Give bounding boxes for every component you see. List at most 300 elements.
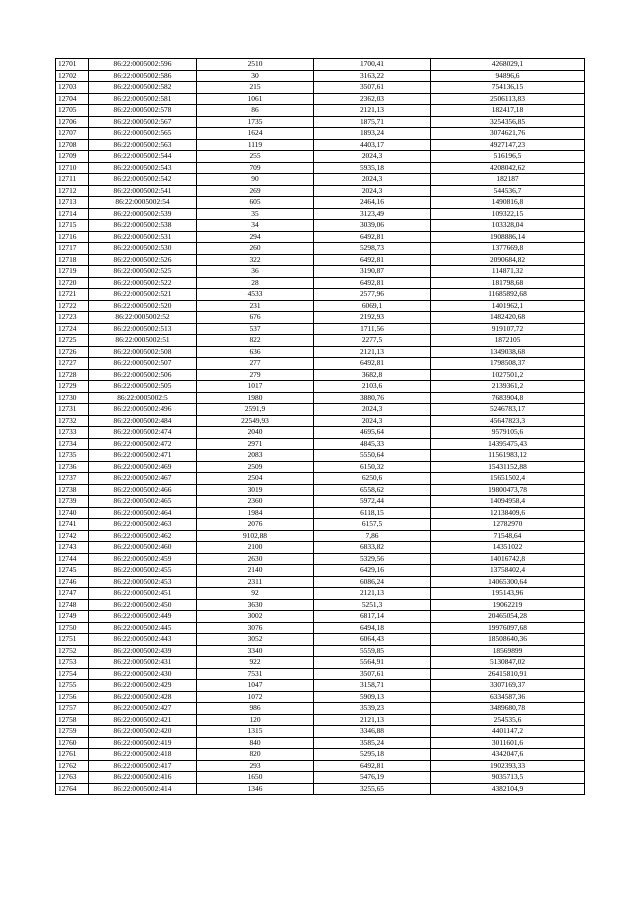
row-number-cell: 12708 [56,139,89,151]
row-number-cell: 12734 [56,438,89,450]
cadastral-value-cell: 14351022 [431,542,585,554]
table-row [56,220,585,232]
cadastral-value-cell: 4268029,1 [431,59,585,71]
cadastral-value-cell: 11685892,68 [431,289,585,301]
unit-value-cell: 6064,43 [314,634,431,646]
unit-value-cell: 6492,81 [314,760,431,772]
area-cell: 2591,9 [197,404,314,416]
cadastral-number-cell: 86:22:0005002:466 [89,484,197,496]
row-number-cell: 12751 [56,634,89,646]
unit-value-cell: 3585,24 [314,737,431,749]
row-number-cell: 12730 [56,392,89,404]
area-cell: 1017 [197,381,314,393]
cadastral-value-cell: 1908886,14 [431,231,585,243]
unit-value-cell: 5476,19 [314,772,431,784]
cadastral-value-cell: 1490816,8 [431,197,585,209]
cadastral-value-cell: 94896,6 [431,70,585,82]
row-number-cell: 12737 [56,473,89,485]
cadastral-number-cell: 86:22:0005002:508 [89,346,197,358]
cadastral-number-cell: 86:22:0005002:520 [89,300,197,312]
cadastral-value-cell: 26415810,91 [431,668,585,680]
unit-value-cell: 2024,3 [314,404,431,416]
table-row [56,599,585,611]
area-cell: 922 [197,657,314,669]
row-number-cell: 12731 [56,404,89,416]
cadastral-value-cell: 19976097,68 [431,622,585,634]
table-row [56,128,585,140]
row-number-cell: 12707 [56,128,89,140]
cadastral-number-cell: 86:22:0005002:474 [89,427,197,439]
unit-value-cell: 6494,18 [314,622,431,634]
table-row [56,369,585,381]
row-number-cell: 12728 [56,369,89,381]
cadastral-number-cell: 86:22:0005002:449 [89,611,197,623]
cadastral-value-cell: 4208042,62 [431,162,585,174]
row-number-cell: 12740 [56,507,89,519]
cadastral-value-cell: 12782970 [431,519,585,531]
table-row [56,300,585,312]
table-row [56,70,585,82]
unit-value-cell: 6492,81 [314,358,431,370]
table-row [56,496,585,508]
unit-value-cell: 2192,93 [314,312,431,324]
cadastral-value-cell: 18569899 [431,645,585,657]
table-row [56,197,585,209]
table-row [56,622,585,634]
row-number-cell: 12750 [56,622,89,634]
cadastral-value-cell: 181798,68 [431,277,585,289]
area-cell: 3630 [197,599,314,611]
cadastral-value-cell: 109322,15 [431,208,585,220]
unit-value-cell: 4695,64 [314,427,431,439]
row-number-cell: 12705 [56,105,89,117]
row-number-cell: 12724 [56,323,89,335]
cadastral-value-cell: 516196,5 [431,151,585,163]
table-row [56,611,585,623]
row-number-cell: 12720 [56,277,89,289]
table-row [56,116,585,128]
unit-value-cell: 3539,23 [314,703,431,715]
unit-value-cell: 6150,32 [314,461,431,473]
cadastral-number-cell: 86:22:0005002:420 [89,726,197,738]
unit-value-cell: 6069,1 [314,300,431,312]
unit-value-cell: 5329,56 [314,553,431,565]
table-row [56,174,585,186]
table-row [56,335,585,347]
row-number-cell: 12715 [56,220,89,232]
area-cell: 3076 [197,622,314,634]
area-cell: 2630 [197,553,314,565]
row-number-cell: 12736 [56,461,89,473]
cadastral-value-table [55,58,585,795]
unit-value-cell: 3255,65 [314,783,431,795]
cadastral-number-cell: 86:22:0005002:465 [89,496,197,508]
unit-value-cell: 1875,71 [314,116,431,128]
cadastral-value-cell: 3011601,6 [431,737,585,749]
unit-value-cell: 5251,3 [314,599,431,611]
cadastral-value-cell: 1349038,68 [431,346,585,358]
area-cell: 3052 [197,634,314,646]
cadastral-value-cell: 3254356,85 [431,116,585,128]
cadastral-value-cell: 1401962,1 [431,300,585,312]
table-row [56,657,585,669]
cadastral-value-cell: 103328,04 [431,220,585,232]
row-number-cell: 12733 [56,427,89,439]
area-cell: 2971 [197,438,314,450]
area-cell: 260 [197,243,314,255]
cadastral-value-cell: 14065300,64 [431,576,585,588]
table-row [56,565,585,577]
cadastral-number-cell: 86:22:0005002:496 [89,404,197,416]
cadastral-value-cell: 20465054,28 [431,611,585,623]
area-cell: 1650 [197,772,314,784]
cadastral-value-cell: 1377669,8 [431,243,585,255]
row-number-cell: 12756 [56,691,89,703]
unit-value-cell: 6118,15 [314,507,431,519]
area-cell: 269 [197,185,314,197]
area-cell: 3340 [197,645,314,657]
cadastral-value-cell: 45647823,3 [431,415,585,427]
cadastral-number-cell: 86:22:0005002:563 [89,139,197,151]
cadastral-value-cell: 14395475,43 [431,438,585,450]
unit-value-cell: 5564,91 [314,657,431,669]
cadastral-value-cell: 754136,15 [431,82,585,94]
table-row [56,323,585,335]
area-cell: 2510 [197,59,314,71]
table-body [56,59,585,795]
cadastral-value-cell: 2090684,82 [431,254,585,266]
row-number-cell: 12716 [56,231,89,243]
cadastral-number-cell: 86:22:0005002:505 [89,381,197,393]
unit-value-cell: 3039,06 [314,220,431,232]
cadastral-value-cell: 182187 [431,174,585,186]
row-number-cell: 12704 [56,93,89,105]
cadastral-number-cell: 86:22:0005002:507 [89,358,197,370]
area-cell: 3019 [197,484,314,496]
table-row [56,576,585,588]
area-cell: 1061 [197,93,314,105]
cadastral-value-cell: 4342047,6 [431,749,585,761]
cadastral-value-cell: 4401147,2 [431,726,585,738]
cadastral-number-cell: 86:22:0005002:582 [89,82,197,94]
area-cell: 36 [197,266,314,278]
table-row [56,553,585,565]
table-row [56,772,585,784]
table-row [56,312,585,324]
cadastral-number-cell: 86:22:0005002:565 [89,128,197,140]
row-number-cell: 12722 [56,300,89,312]
cadastral-number-cell: 86:22:0005002:596 [89,59,197,71]
row-number-cell: 12741 [56,519,89,531]
area-cell: 277 [197,358,314,370]
table-row [56,243,585,255]
table-row [56,254,585,266]
table-row [56,749,585,761]
cadastral-number-cell: 86:22:0005002:443 [89,634,197,646]
area-cell: 676 [197,312,314,324]
row-number-cell: 12719 [56,266,89,278]
table-row [56,507,585,519]
area-cell: 2504 [197,473,314,485]
area-cell: 2083 [197,450,314,462]
table-row [56,461,585,473]
area-cell: 1735 [197,116,314,128]
area-cell: 35 [197,208,314,220]
cadastral-value-cell: 19800473,78 [431,484,585,496]
cadastral-value-cell: 71548,64 [431,530,585,542]
unit-value-cell: 3507,61 [314,668,431,680]
table-row [56,668,585,680]
unit-value-cell: 6817,14 [314,611,431,623]
cadastral-number-cell: 86:22:0005002:54 [89,197,197,209]
row-number-cell: 12727 [56,358,89,370]
area-cell: 537 [197,323,314,335]
unit-value-cell: 2121,13 [314,588,431,600]
unit-value-cell: 2103,6 [314,381,431,393]
unit-value-cell: 3507,61 [314,82,431,94]
cadastral-value-cell: 1798508,37 [431,358,585,370]
row-number-cell: 12711 [56,174,89,186]
cadastral-number-cell: 86:22:0005002:414 [89,783,197,795]
area-cell: 636 [197,346,314,358]
cadastral-number-cell: 86:22:0005002:460 [89,542,197,554]
cadastral-number-cell: 86:22:0005002:539 [89,208,197,220]
cadastral-number-cell: 86:22:0005002:469 [89,461,197,473]
table-row [56,588,585,600]
area-cell: 822 [197,335,314,347]
table-row [56,415,585,427]
table-row [56,392,585,404]
row-number-cell: 12712 [56,185,89,197]
unit-value-cell: 2121,13 [314,105,431,117]
cadastral-value-cell: 4382104,9 [431,783,585,795]
row-number-cell: 12748 [56,599,89,611]
cadastral-number-cell: 86:22:0005002:51 [89,335,197,347]
unit-value-cell: 1711,56 [314,323,431,335]
area-cell: 2076 [197,519,314,531]
cadastral-value-cell: 14016742,8 [431,553,585,565]
cadastral-number-cell: 86:22:0005002:431 [89,657,197,669]
cadastral-value-cell: 1027501,2 [431,369,585,381]
table-row [56,519,585,531]
row-number-cell: 12755 [56,680,89,692]
cadastral-number-cell: 86:22:0005002:428 [89,691,197,703]
area-cell: 3002 [197,611,314,623]
row-number-cell: 12703 [56,82,89,94]
row-number-cell: 12735 [56,450,89,462]
cadastral-number-cell: 86:22:0005002:439 [89,645,197,657]
unit-value-cell: 5298,73 [314,243,431,255]
unit-value-cell: 2121,13 [314,346,431,358]
row-number-cell: 12738 [56,484,89,496]
cadastral-number-cell: 86:22:0005002:455 [89,565,197,577]
cadastral-number-cell: 86:22:0005002:418 [89,749,197,761]
unit-value-cell: 2024,3 [314,174,431,186]
row-number-cell: 12717 [56,243,89,255]
area-cell: 294 [197,231,314,243]
area-cell: 820 [197,749,314,761]
cadastral-value-cell: 1902393,33 [431,760,585,772]
cadastral-value-cell: 18508640,36 [431,634,585,646]
cadastral-number-cell: 86:22:0005002:467 [89,473,197,485]
row-number-cell: 12714 [56,208,89,220]
row-number-cell: 12706 [56,116,89,128]
row-number-cell: 12757 [56,703,89,715]
cadastral-number-cell: 86:22:0005002:451 [89,588,197,600]
cadastral-number-cell: 86:22:0005002:450 [89,599,197,611]
cadastral-number-cell: 86:22:0005002:416 [89,772,197,784]
row-number-cell: 12709 [56,151,89,163]
area-cell: 2509 [197,461,314,473]
cadastral-value-cell: 12138409,6 [431,507,585,519]
unit-value-cell: 2362,03 [314,93,431,105]
unit-value-cell: 5909,13 [314,691,431,703]
cadastral-number-cell: 86:22:0005002:430 [89,668,197,680]
row-number-cell: 12754 [56,668,89,680]
table-row [56,634,585,646]
row-number-cell: 12710 [56,162,89,174]
cadastral-number-cell: 86:22:0005002:464 [89,507,197,519]
cadastral-number-cell: 86:22:0005002:530 [89,243,197,255]
cadastral-value-cell: 919107,72 [431,323,585,335]
unit-value-cell: 6250,6 [314,473,431,485]
area-cell: 255 [197,151,314,163]
unit-value-cell: 2024,3 [314,415,431,427]
area-cell: 2140 [197,565,314,577]
unit-value-cell: 4403,17 [314,139,431,151]
cadastral-number-cell: 86:22:0005002:462 [89,530,197,542]
table-row [56,105,585,117]
table-row [56,783,585,795]
unit-value-cell: 2121,13 [314,714,431,726]
cadastral-number-cell: 86:22:0005002:417 [89,760,197,772]
cadastral-number-cell: 86:22:0005002:544 [89,151,197,163]
table-row [56,450,585,462]
area-cell: 1624 [197,128,314,140]
cadastral-value-cell: 4927147,23 [431,139,585,151]
cadastral-value-cell: 9579105,6 [431,427,585,439]
cadastral-number-cell: 86:22:0005002:567 [89,116,197,128]
area-cell: 92 [197,588,314,600]
cadastral-value-cell: 1482420,68 [431,312,585,324]
unit-value-cell: 2577,96 [314,289,431,301]
unit-value-cell: 6492,81 [314,231,431,243]
row-number-cell: 12743 [56,542,89,554]
cadastral-number-cell: 86:22:0005002:419 [89,737,197,749]
cadastral-value-cell: 2506113,83 [431,93,585,105]
unit-value-cell: 5550,64 [314,450,431,462]
cadastral-value-cell: 3074621,76 [431,128,585,140]
cadastral-number-cell: 86:22:0005002:521 [89,289,197,301]
cadastral-value-cell: 15431152,88 [431,461,585,473]
cadastral-value-cell: 3489680,78 [431,703,585,715]
unit-value-cell: 6086,24 [314,576,431,588]
cadastral-value-cell: 6334587,36 [431,691,585,703]
cadastral-number-cell: 86:22:0005002:459 [89,553,197,565]
cadastral-value-cell: 114871,32 [431,266,585,278]
cadastral-number-cell: 86:22:0005002:541 [89,185,197,197]
table-row [56,737,585,749]
table-row [56,542,585,554]
unit-value-cell: 2024,3 [314,151,431,163]
table-row [56,645,585,657]
area-cell: 28 [197,277,314,289]
unit-value-cell: 3346,88 [314,726,431,738]
row-number-cell: 12763 [56,772,89,784]
cadastral-value-cell: 19062219 [431,599,585,611]
table-row [56,185,585,197]
unit-value-cell: 3123,49 [314,208,431,220]
unit-value-cell: 2277,5 [314,335,431,347]
row-number-cell: 12747 [56,588,89,600]
row-number-cell: 12760 [56,737,89,749]
area-cell: 90 [197,174,314,186]
row-number-cell: 12701 [56,59,89,71]
cadastral-number-cell: 86:22:0005002:513 [89,323,197,335]
table-row [56,346,585,358]
table-row [56,680,585,692]
unit-value-cell: 5935,18 [314,162,431,174]
unit-value-cell: 3163,22 [314,70,431,82]
table-row [56,703,585,715]
cadastral-value-cell: 14094958,4 [431,496,585,508]
cadastral-number-cell: 86:22:0005002:543 [89,162,197,174]
area-cell: 1315 [197,726,314,738]
area-cell: 2360 [197,496,314,508]
cadastral-number-cell: 86:22:0005002:52 [89,312,197,324]
table-row [56,277,585,289]
unit-value-cell: 7,86 [314,530,431,542]
cadastral-number-cell: 86:22:0005002:427 [89,703,197,715]
area-cell: 709 [197,162,314,174]
area-cell: 231 [197,300,314,312]
cadastral-value-cell: 195143,96 [431,588,585,600]
unit-value-cell: 6157,5 [314,519,431,531]
row-number-cell: 12713 [56,197,89,209]
row-number-cell: 12762 [56,760,89,772]
unit-value-cell: 6558,62 [314,484,431,496]
cadastral-value-cell: 3307169,37 [431,680,585,692]
cadastral-number-cell: 86:22:0005002:531 [89,231,197,243]
area-cell: 1346 [197,783,314,795]
table-row [56,760,585,772]
unit-value-cell: 1700,41 [314,59,431,71]
cadastral-number-cell: 86:22:0005002:526 [89,254,197,266]
cadastral-number-cell: 86:22:0005002:578 [89,105,197,117]
cadastral-number-cell: 86:22:0005002:463 [89,519,197,531]
cadastral-number-cell: 86:22:0005002:525 [89,266,197,278]
row-number-cell: 12726 [56,346,89,358]
area-cell: 1980 [197,392,314,404]
area-cell: 120 [197,714,314,726]
table-row [56,404,585,416]
cadastral-value-cell: 5246783,17 [431,404,585,416]
row-number-cell: 12758 [56,714,89,726]
area-cell: 215 [197,82,314,94]
cadastral-value-cell: 15651502,4 [431,473,585,485]
area-cell: 1047 [197,680,314,692]
table-row [56,266,585,278]
cadastral-number-cell: 86:22:0005002:484 [89,415,197,427]
row-number-cell: 12718 [56,254,89,266]
area-cell: 34 [197,220,314,232]
area-cell: 322 [197,254,314,266]
cadastral-value-cell: 1872105 [431,335,585,347]
cadastral-number-cell: 86:22:0005002:453 [89,576,197,588]
area-cell: 22549,93 [197,415,314,427]
unit-value-cell: 5295,18 [314,749,431,761]
row-number-cell: 12761 [56,749,89,761]
